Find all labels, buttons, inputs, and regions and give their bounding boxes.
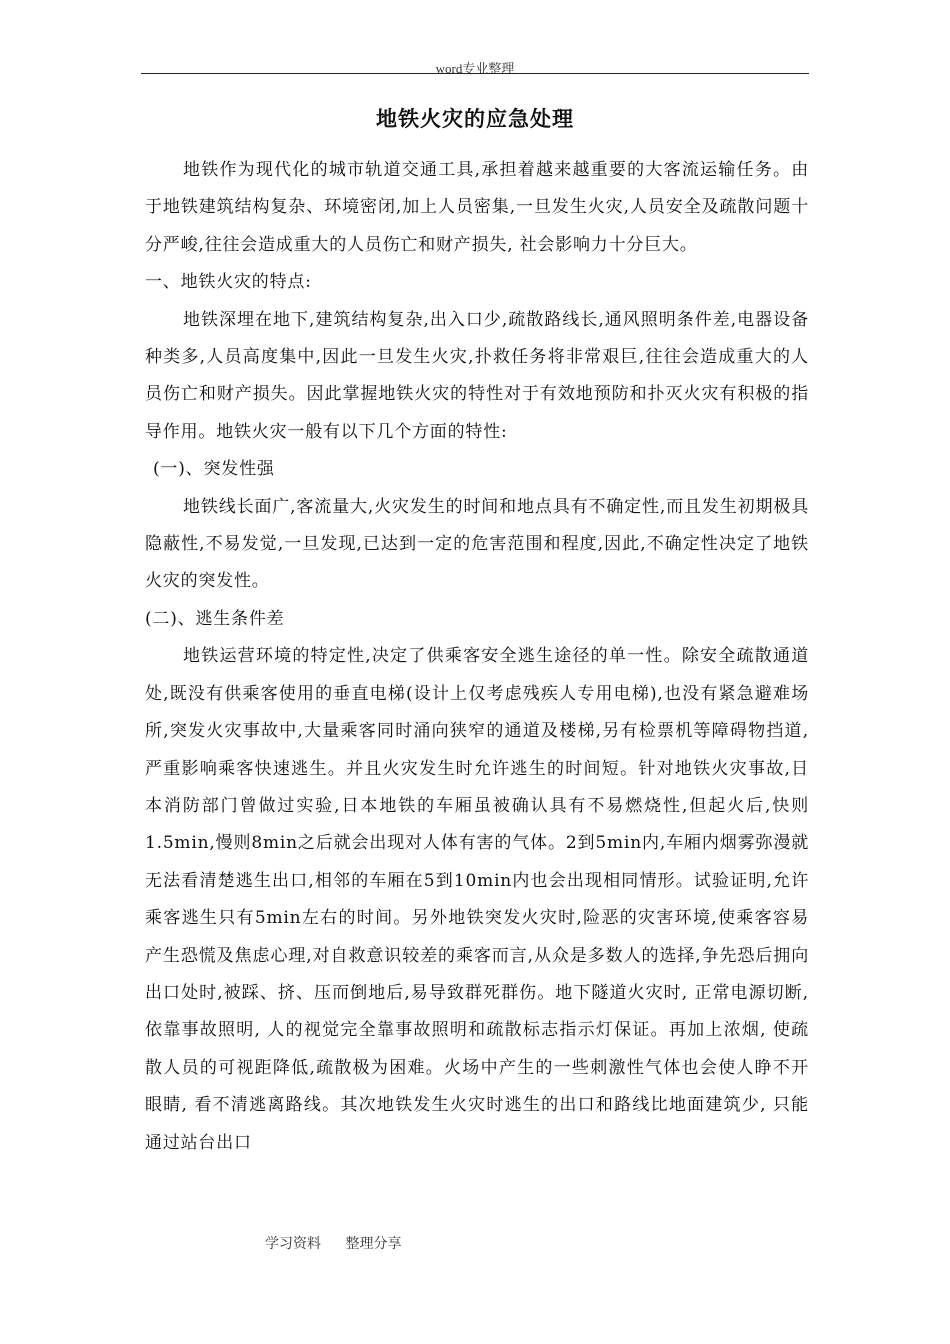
- page-footer: 学习资料 整理分享: [265, 1236, 402, 1252]
- document-body: [145, 152, 809, 1162]
- paragraph-features: 地铁深埋在地下,建筑结构复杂,出入口少,疏散路线长,通风照明条件差,电器设备种类多,人员高度集中,因此一旦发生火灾,扑救任务将非常艰巨,往往会造成重大的人员伤亡和财产损失。因此掌握地铁火灾的特性对于有效地预防和扑灭火灾有积极的指导作用。地铁火灾一般有以下几个方面的特性:: [145, 309, 809, 442]
- subheading-suddenness: (一)、突发性强: [153, 459, 275, 480]
- paragraph-suddenness: 地铁线长面广,客流量大,火灾发生的时间和地点具有不确定性,而且发生初期极具隐蔽性,不易发觉,一旦发现,已达到一定的危害范围和程度,因此,不确定性决定了地铁火灾的突发性。: [145, 496, 809, 592]
- header-divider: [141, 73, 809, 74]
- document-title: 地铁火灾的应急处理: [376, 106, 574, 131]
- subheading-escape-conditions: (二)、逃生条件差: [145, 608, 285, 629]
- section-heading-features: 一、地铁火灾的特点:: [145, 272, 312, 293]
- paragraph-intro: 地铁作为现代化的城市轨道交通工具,承担着越来越重要的大客流运输任务。由于地铁建筑结构复杂、环境密闭,加上人员密集,一旦发生火灾,人员安全及疏散问题十分严峻,往往会造成重大的人员伤亡和财产损失, 社会影响力十分巨大。: [145, 160, 809, 255]
- paragraph-escape-conditions: 地铁运营环境的特定性,决定了供乘客安全逃生途径的单一性。除安全疏散通道处,既没有供乘客使用的垂直电梯(设计上仅考虑残疾人专用电梯),也没有紧急避难场所,突发火灾事故中,大量乘客同时涌向狭窄的通道及楼梯,另有检票机等障碍物挡道,严重影响乘客快速逃生。并且火灾发生时允许逃生的时间短。针对地铁火灾事故,日本消防部门曾做过实验,日本地铁的车厢虽被确认具有不易燃烧性,但起火后,快则1.5min,慢则8min之后就会出现对人体有害的气体。2到5min内,车厢内烟雾弥漫就无法看清楚逃生出口,相邻的车厢在5到10min内也会出现相同情形。试验证明,允许乘客逃生只有5min左右的时间。另外地铁突发火灾时,险恶的灾害环境,使乘客容易产生恐慌及焦虑心理,对自救意识较差的乘客而言,从众是多数人的选择,争先恐后拥向出口处时,被踩、挤、压而倒地后,易导致群死群伤。地下隧道火灾时, 正常电源切断, 依靠事故照明, 人的视觉完全靠事故照明和疏散标志指示灯保证。再加上浓烟, 使疏散人员的可视距降低,疏散极为困难。火场中产生的一些刺激性气体也会使人睁不开眼睛, 看不清逃离路线。其次地铁发生火灾时逃生的出口和路线比地面建筑少, 只能通过站台出口: [145, 646, 809, 1153]
- page-header: word专业整理: [435, 61, 515, 76]
